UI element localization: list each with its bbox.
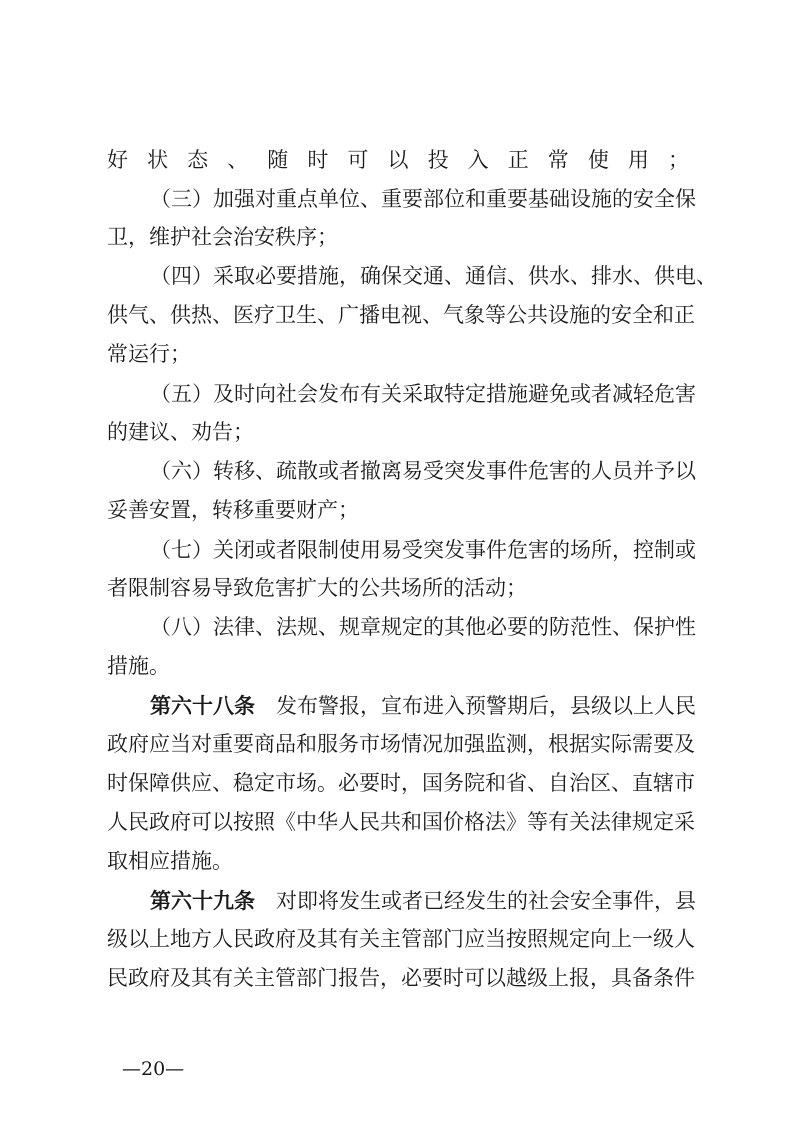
text-line: 卫，维护社会治安秩序； [107, 225, 338, 249]
text-line: 常运行； [107, 342, 191, 366]
text-line: 好状态、随时可以投入正常使用； [107, 148, 689, 172]
text-line: 人民政府可以按照《中华人民共和国价格法》等有关法律规定采 [107, 810, 695, 834]
text-line: （四）采取必要措施，确保交通、通信、供水、排水、供电、 [150, 264, 717, 288]
text-line: 取相应措施。 [107, 849, 233, 873]
text-line: 的建议、劝告； [107, 420, 254, 444]
text-line: （七）关闭或者限制使用易受突发事件危害的场所，控制或 [150, 538, 696, 562]
text-line: 供气、供热、医疗卫生、广播电视、气象等公共设施的安全和正 [107, 303, 695, 327]
text-line: （五）及时向社会发布有关采取特定措施避免或者减轻危害 [150, 382, 696, 406]
article-number: 第六十九条 [150, 888, 255, 913]
article-68-heading-line: 第六十八条 发布警报，宣布进入预警期后，县级以上人民 [150, 693, 696, 718]
text-line: （三）加强对重点单位、重要部位和重要基础设施的安全保 [150, 187, 696, 211]
text-line: （六）转移、疏散或者撤离易受突发事件危害的人员并予以 [150, 459, 696, 483]
page-number: —20— [122, 1058, 185, 1080]
text-line: 时保障供应、稳定市场。必要时，国务院和省、自治区、直辖市 [107, 771, 695, 795]
text-line: （八）法律、法规、规章规定的其他必要的防范性、保护性 [150, 615, 696, 639]
text-line: 措施。 [107, 654, 170, 678]
article-number: 第六十八条 [150, 693, 255, 718]
text-line: 民政府及其有关主管部门报告，必要时可以越级上报，具备条件 [107, 966, 695, 990]
text-line: 者限制容易导致危害扩大的公共场所的活动； [107, 576, 527, 600]
text-line: 级以上地方人民政府及其有关主管部门应当按照规定向上一级人 [107, 927, 695, 951]
article-69-heading-line: 第六十九条 对即将发生或者已经发生的社会安全事件，县 [150, 888, 696, 913]
text-line: 政府应当对重要商品和服务市场情况加强监测，根据实际需要及 [107, 732, 695, 756]
text-line: 妥善安置，转移重要财产； [107, 498, 359, 522]
